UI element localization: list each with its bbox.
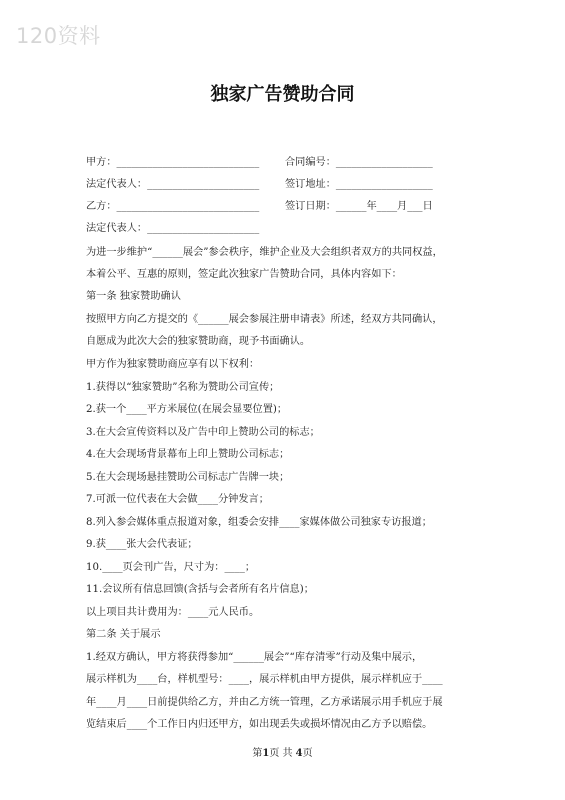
header-row-party-a	[86, 156, 433, 170]
footer-suffix: 页	[302, 748, 313, 759]
list-item: 7.可派一位代表在大会做____分钟发言；	[86, 494, 269, 505]
signing-address-field: 签订地址：___________________	[285, 179, 433, 190]
section-heading-article-2: 第二条 关于展示	[86, 629, 161, 640]
body-line: 甲方作为独家赞助商应享有以下权利：	[86, 359, 260, 370]
body-line: 自愿成为此次大会的独家赞助商，现予书面确认。	[86, 336, 311, 347]
party-a-field: 甲方：____________________________	[86, 157, 260, 168]
party-b-field: 乙方：____________________________	[86, 201, 260, 212]
body-line: 为进一步维护“______展会”参会秩序，维护企业及大会组织者双方的共同权益，	[86, 247, 443, 258]
body-line: 本着公平、互惠的原则，签定此次独家广告赞助合同，具体内容如下：	[86, 269, 402, 280]
total-cost-line: 以上项目共计费用为：____元人民币。	[86, 607, 260, 618]
list-item: 8.列入参会媒体重点报道对象，组委会安排____家媒体做公司独家专访报道；	[86, 517, 432, 528]
list-item: 10.____页会刊广告，尺寸为：____；	[86, 562, 256, 573]
legal-rep-b-field: 法定代表人：______________________	[86, 223, 260, 234]
body-line: 1.经双方确认，甲方将获得参加“______展会”“库存清零”行动及集中展示，	[86, 652, 423, 663]
body-line: 览结束后____个工作日内归还甲方，如出现丢失或损坏情况由乙方予以赔偿。	[86, 719, 433, 730]
body-line: 年____月____日前提供给乙方，并由乙方统一管理，乙方承诺展示用手机应于展	[86, 697, 443, 708]
list-item: 9.获____张大会代表证；	[86, 539, 198, 550]
list-item: 11.会议所有信息回馈(含括与会者所有名片信息)；	[86, 584, 314, 595]
current-page-number: 1	[262, 748, 270, 759]
body-line: 按照甲方向乙方提交的《______展会参展注册申请表》所述，经双方共同确认，	[86, 314, 443, 325]
document-title: 独家广告赞助合同	[210, 84, 355, 105]
page-footer	[0, 744, 565, 759]
list-item: 1.获得以“独家赞助”名称为赞助公司宣传；	[86, 382, 280, 393]
list-item: 2.获一个____平方米展位(在展会显要位置)；	[86, 404, 288, 415]
list-item: 3.在大会宣传资料以及广告中印上赞助公司的标志；	[86, 427, 320, 438]
header-row-party-b	[86, 200, 433, 214]
watermark-logo: 120资料	[16, 24, 101, 48]
body-line: 展示样机为____台，样机型号：____，展示样机由甲方提供，展示样机应于____	[86, 674, 443, 685]
section-heading-article-1: 第一条 独家赞助确认	[86, 291, 181, 302]
header-row-legal-rep-b	[86, 222, 259, 236]
footer-mid: 页 共	[269, 748, 296, 759]
footer-prefix: 第	[252, 748, 263, 759]
list-item: 5.在大会现场悬挂赞助公司标志广告牌一块；	[86, 472, 290, 483]
legal-rep-a-field: 法定代表人：______________________	[86, 179, 260, 190]
list-item: 4.在大会现场背景幕布上印上赞助公司标志；	[86, 449, 290, 460]
contract-number-field: 合同编号：___________________	[285, 157, 433, 168]
signing-date-field: 签订日期：______年____月___日	[285, 201, 433, 212]
header-row-legal-rep-a	[86, 178, 433, 192]
total-page-count: 4	[295, 748, 303, 759]
